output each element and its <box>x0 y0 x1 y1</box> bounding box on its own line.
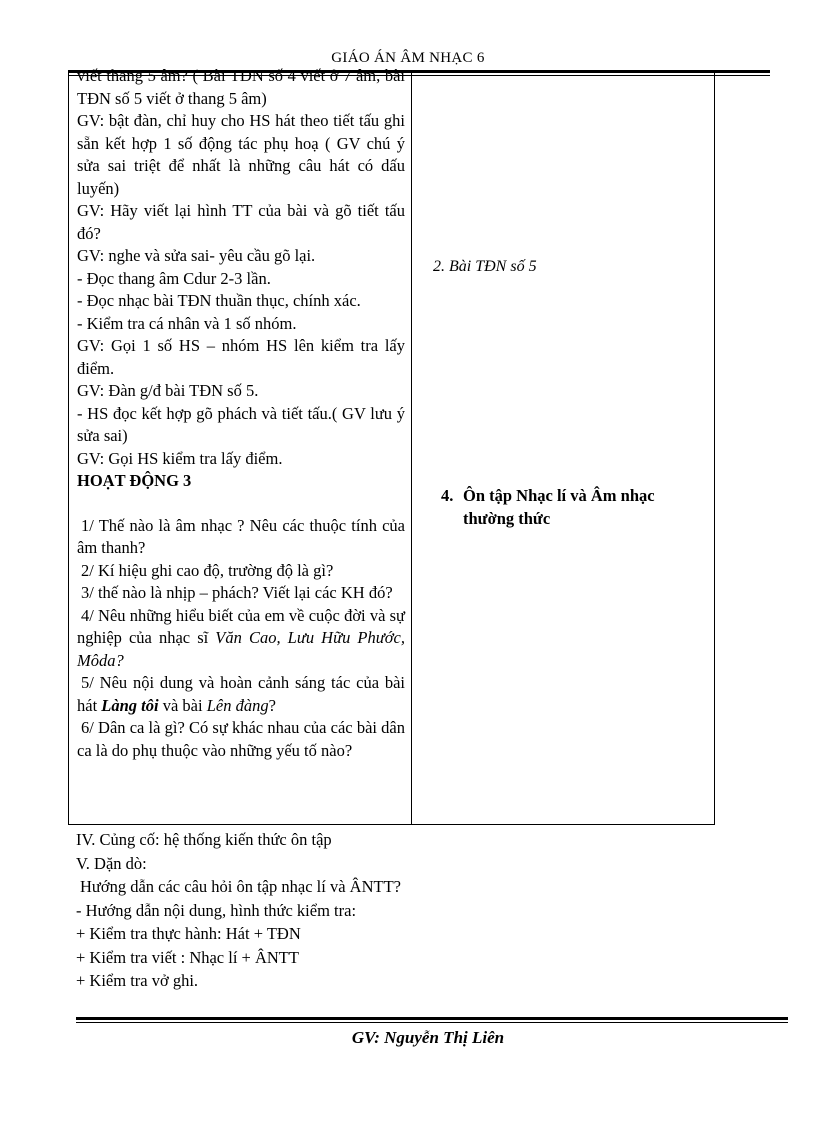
review-question-4 <box>77 605 405 673</box>
spacer <box>77 493 405 515</box>
question-text: và bài <box>158 695 207 715</box>
text-line: - Kiểm tra cá nhân và 1 số nhóm. <box>77 313 297 333</box>
text-line: IV. Củng cố: hệ thống kiến thức ôn tập <box>76 830 332 849</box>
text-line: GV: Gọi HS kiểm tra lấy điểm. <box>77 448 283 468</box>
lesson-table <box>68 66 715 825</box>
song-title: Lên đàng <box>206 695 269 715</box>
footer-rule <box>76 1017 788 1020</box>
text-line: GV: Đàn g/đ bài TĐN số 5. <box>77 381 259 400</box>
author-signature: GV: Nguyễn Thị Liên <box>351 1028 505 1047</box>
text-line: - HS đọc kết hợp gõ phách và tiết tấu.( GV lưu ý sửa sai) <box>77 403 405 445</box>
review-question-5 <box>77 672 405 717</box>
text-line: Hướng dẫn các câu hỏi ôn tập nhạc lí và ÂNTT? <box>80 877 401 896</box>
text-line: - Đọc nhạc bài TĐN thuần thục, chính xác. <box>77 291 361 310</box>
content-item-review <box>441 485 709 530</box>
text-line: V. Dặn dò: <box>76 853 147 873</box>
text-line: GV: bật đàn, chỉ huy cho HS hát theo tiết tấu ghi sẵn kết hợp 1 số động tác phụ hoạ ( GV chú ý sửa sai triệt để nhất là những câu hát có dấu luyến) <box>77 111 405 198</box>
content-item-tdn: 2. Bài TĐN số 5 <box>433 258 537 275</box>
review-question-1: 1/ Thế nào là âm nhạc ? Nêu các thuộc tính của âm thanh? <box>77 515 405 557</box>
text-line: + Kiểm tra thực hành: Hát + TĐN <box>76 924 301 943</box>
text-line: + Kiểm tra viết : Nhạc lí + ÂNTT <box>76 947 299 967</box>
review-question-3: 3/ thế nào là nhịp – phách? Viết lại các KH đó? <box>81 583 393 602</box>
item-text-cont: thường thức <box>463 508 551 528</box>
column-divider <box>411 73 412 824</box>
text-line: viết thang 5 âm? ( Bài TĐN số 4 viết ở 7 âm, bài TĐN số 5 viết ở thang 5 âm) <box>77 66 405 108</box>
song-title: Làng tôi <box>101 695 159 715</box>
text-line: GV: nghe và sửa sai- yêu cầu gõ lại. <box>77 246 316 265</box>
review-question-2: 2/ Kí hiệu ghi cao độ, trường độ là gì? <box>81 560 334 580</box>
item-number: 4. <box>441 486 454 505</box>
lesson-conclusion <box>76 828 716 993</box>
activity-heading: HOẠT ĐỘNG 3 <box>77 471 192 490</box>
footer-rule-thin <box>76 1022 788 1023</box>
text-line: GV: Hãy viết lại hình TT của bài và gõ tiết tấu đó? <box>77 201 405 243</box>
text-line: GV: Gọi 1 số HS – nhóm HS lên kiểm tra lấy điểm. <box>77 336 405 378</box>
composer-names: Văn Cao, Lưu Hữu Phước, Môda? <box>77 628 405 670</box>
item-text: Ôn tập Nhạc lí và Âm nhạc <box>463 486 655 505</box>
question-text: 4/ Nêu những hiểu biết của em về cuộc đời và sự nghiệp của nhạc sĩ <box>77 605 405 647</box>
question-text: 5/ Nêu nội dung và hoàn cảnh sáng tác của bài hát <box>77 673 405 715</box>
content-line <box>441 485 709 508</box>
page-header-title: GIÁO ÁN ÂM NHẠC 6 <box>331 50 485 66</box>
question-text: ? <box>268 695 276 715</box>
teacher-activities-column <box>77 66 405 762</box>
text-line: + Kiểm tra vở ghi. <box>76 971 199 990</box>
review-question-6: 6/ Dân ca là gì? Có sự khác nhau của các bài dân ca là do phụ thuộc vào những yếu tố nào? <box>77 718 405 760</box>
text-line: - Hướng dẫn nội dung, hình thức kiểm tra: <box>76 900 357 920</box>
text-line: - Đọc thang âm Cdur 2-3 lần. <box>77 268 271 288</box>
